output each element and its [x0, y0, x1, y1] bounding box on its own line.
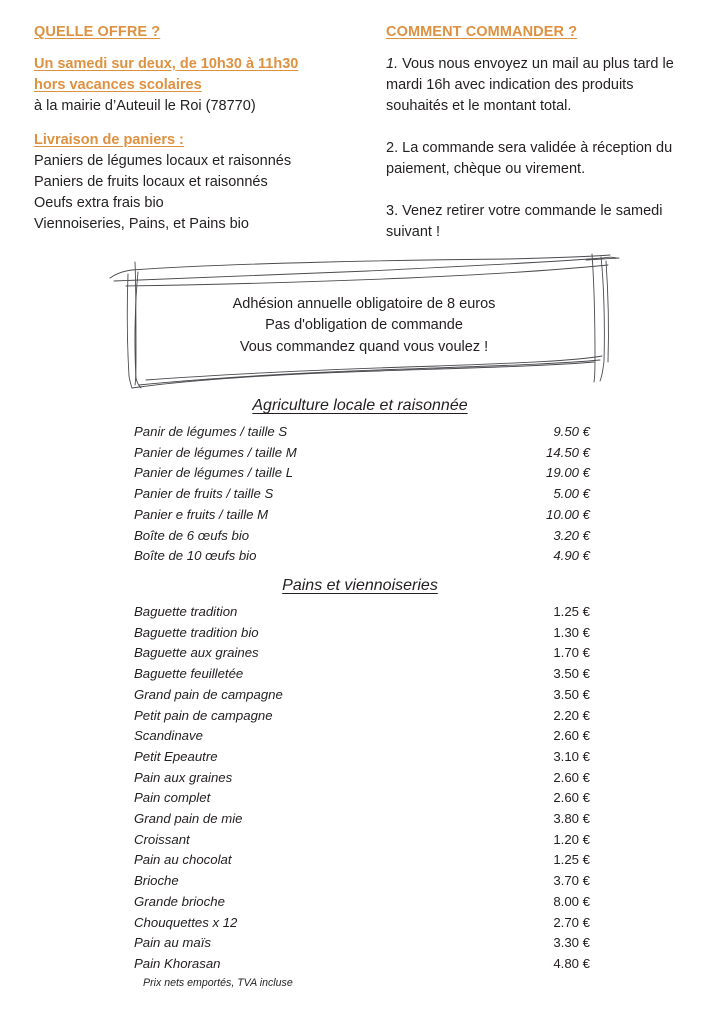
item-name: Panier de légumes / taille M [134, 444, 297, 460]
item-price: 1.20 € [553, 831, 590, 847]
item-name: Baguette feuilletée [134, 666, 244, 682]
order-step-2 [386, 138, 680, 181]
step-text: Venez retirer votre commande le samedi suivant ! [386, 202, 663, 241]
delivery-item: Paniers de légumes locaux et raisonnés [34, 152, 292, 169]
item-name: Pain complet [134, 790, 211, 806]
item-price: 3.50 € [553, 686, 590, 702]
step-text: La commande sera validée à réception du paiement, chèque ou virement. [386, 139, 673, 178]
step-number: 2. [386, 139, 399, 156]
schedule-line-1: Un samedi sur deux, de 10h30 à 11h30 [34, 55, 299, 72]
item-price: 8.00 € [553, 893, 590, 909]
price-row [134, 933, 590, 954]
item-name: Croissant [134, 831, 190, 847]
price-row [134, 664, 590, 685]
order-step-3 [386, 201, 680, 244]
item-price: 3.80 € [553, 811, 590, 827]
price-row [134, 443, 590, 464]
price-row [134, 726, 590, 747]
item-price: 9.50 € [553, 424, 590, 439]
item-price: 3.30 € [553, 935, 590, 951]
item-name: Pain aux graines [134, 769, 233, 785]
step-number: 3. [386, 202, 399, 219]
price-row [134, 747, 590, 768]
item-name: Petit pain de campagne [134, 707, 273, 723]
price-row [134, 526, 590, 547]
schedule-line-2: hors vacances scolaires [34, 76, 202, 93]
price-row [134, 788, 590, 809]
item-price: 14.50 € [546, 444, 590, 460]
price-row [134, 505, 590, 526]
order-step-1 [386, 54, 680, 118]
spacer [34, 117, 340, 130]
delivery-item: Paniers de fruits locaux et raisonnés [34, 173, 268, 190]
price-section-agriculture [0, 397, 724, 567]
delivery-item: Viennoiseries, Pains, et Pains bio [34, 215, 249, 232]
section-title: Agriculture locale et raisonnée [252, 397, 468, 414]
delivery-item: Oeufs extra frais bio [34, 194, 164, 211]
item-name: Grand pain de mie [134, 811, 243, 827]
order-howto-column [340, 22, 680, 244]
item-price: 1.70 € [553, 645, 590, 661]
item-price: 1.25 € [553, 852, 590, 868]
price-row [134, 422, 590, 443]
item-name: Pain au chocolat [134, 852, 232, 868]
price-row [134, 809, 590, 830]
price-row [134, 871, 590, 892]
item-name: Panier de légumes / taille L [134, 465, 294, 481]
item-price: 2.70 € [553, 914, 590, 930]
offer-column [0, 22, 340, 244]
item-name: Grande brioche [134, 893, 225, 909]
price-row [134, 850, 590, 871]
step-text: Vous nous envoyez un mail au plus tard le mardi 16h avec indication des produits souhaités et le montant total. [386, 55, 674, 115]
item-name: Petit Epeautre [134, 748, 218, 764]
price-row [134, 892, 590, 913]
item-price: 10.00 € [546, 506, 590, 522]
price-row [134, 463, 590, 484]
item-name: Pain au maïs [134, 935, 211, 951]
item-name: Baguette aux graines [134, 645, 259, 661]
item-name: Pain Khorasan [134, 955, 221, 971]
item-price: 2.60 € [553, 769, 590, 785]
item-name: Baguette tradition bio [134, 624, 259, 640]
item-price: 19.00 € [546, 465, 590, 481]
item-price: 4.80 € [553, 955, 590, 971]
step-number: 1. [386, 55, 399, 72]
item-name: Boîte de 10 œufs bio [134, 548, 257, 564]
spacer [386, 181, 680, 201]
price-row [134, 954, 590, 975]
item-price: 1.25 € [553, 604, 590, 619]
callout-line: Vous commandez quand vous voulez ! [239, 338, 489, 355]
price-section-bakery [0, 577, 724, 975]
item-name: Panier e fruits / taille M [134, 506, 269, 522]
price-row [134, 484, 590, 505]
item-name: Boîte de 6 œufs bio [134, 527, 250, 543]
price-row [134, 643, 590, 664]
callout-line: Pas d'obligation de commande [265, 317, 463, 334]
price-row [134, 602, 590, 623]
membership-callout-box [108, 252, 620, 392]
item-price: 5.00 € [553, 486, 590, 502]
price-row [134, 768, 590, 789]
item-name: Baguette tradition [134, 604, 238, 619]
item-name: Panir de légumes / taille S [134, 424, 288, 439]
item-name: Brioche [134, 873, 179, 889]
spacer [386, 118, 680, 138]
item-price: 3.20 € [553, 527, 590, 543]
item-price: 2.60 € [553, 728, 590, 744]
delivery-heading: Livraison de paniers : [34, 131, 184, 148]
membership-callout-text [108, 294, 620, 358]
price-list [134, 422, 590, 567]
item-price: 3.50 € [553, 666, 590, 682]
item-price: 2.60 € [553, 790, 590, 806]
item-name: Scandinave [134, 728, 203, 744]
price-list [134, 602, 590, 975]
section-title: Pains et viennoiseries [282, 577, 438, 594]
item-name: Panier de fruits / taille S [134, 486, 274, 502]
item-price: 2.20 € [553, 707, 590, 723]
item-price: 3.10 € [553, 748, 590, 764]
offer-heading: QUELLE OFFRE ? [34, 24, 161, 40]
price-row [134, 706, 590, 727]
price-row [134, 623, 590, 644]
callout-line: Adhésion annuelle obligatoire de 8 euros [232, 296, 496, 312]
item-price: 1.30 € [553, 624, 590, 640]
top-columns [0, 22, 724, 244]
item-price: 3.70 € [553, 873, 590, 889]
item-name: Chouquettes x 12 [134, 914, 238, 930]
item-price: 4.90 € [553, 548, 590, 564]
price-row [134, 830, 590, 851]
offer-location: à la mairie d’Auteuil le Roi (78770) [34, 97, 256, 114]
price-row [134, 546, 590, 567]
order-heading: COMMENT COMMANDER ? [386, 24, 578, 40]
price-row [134, 685, 590, 706]
item-name: Grand pain de campagne [134, 686, 283, 702]
price-row [134, 913, 590, 934]
price-footnote: Prix nets emportés, TVA incluse [143, 977, 293, 989]
